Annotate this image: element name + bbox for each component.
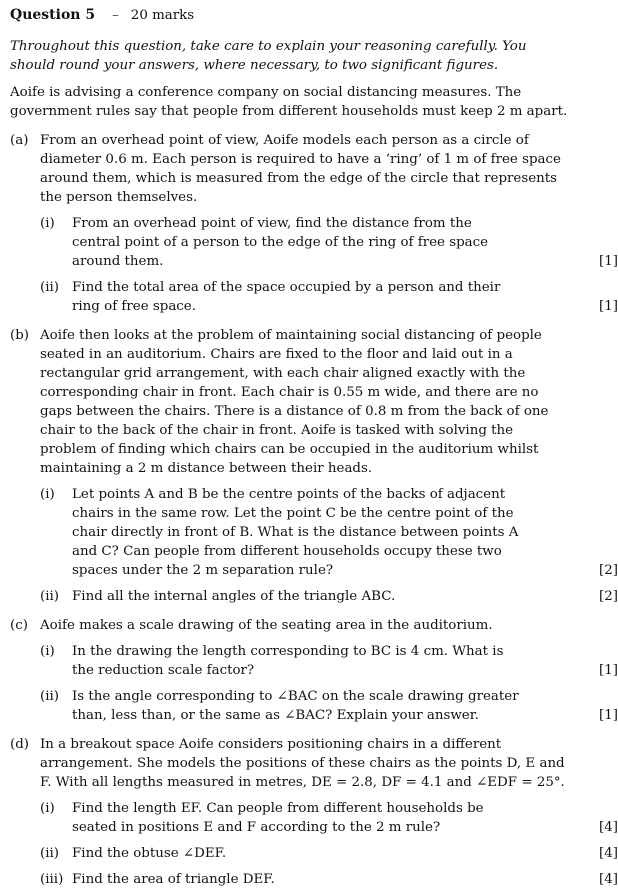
question-part [10,131,618,316]
question-context: Aoife is advising a conference company on social distancing measures. The government rules say that people from different households must keep 2 m apart. [10,85,568,119]
part-label: (d) [10,737,30,752]
part-text: In a breakout space Aoife considers positioning chairs in a different arrangement. She models the positions of these chairs as the points D, E and F. With all lengths measured in metres, DE = 2.8, DF = 4.1 and ∠EDF = 25°. [40,737,565,790]
total-marks: 20 marks [130,8,195,23]
part-text: Aoife then looks at the problem of maintaining social distancing of people seated in an auditorium. Chairs are fixed to the floor and laid out in a rectangular grid arrangement, with each chair aligned exactly with the corresponding chair in front. Each chair is 0.55 m wide, and there are no gaps between the chairs. There is a distance of 0.8 m from the back of one chair to the back of the chair in front. Aoife is tasked with solving the problem of finding which chairs can be occupied in the auditorium whilst maintaining a 2 m distance between their heads. [40,328,549,476]
subquestion-text: In the drawing the length corresponding to BC is 4 cm. What is the reduction scale factor? [72,644,504,678]
subquestion [40,870,618,889]
marks-badge: [4] [599,820,618,835]
subquestion-text: Find all the internal angles of the triangle ABC. [72,589,396,604]
subquestion-label: (ii) [40,589,60,604]
part-body [40,616,618,725]
marks-badge: [1] [599,299,618,314]
marks-badge: [1] [599,708,618,723]
question-title: Question 5 [10,7,96,23]
question-part [10,326,618,606]
part-label: (c) [10,618,28,633]
part-body [40,735,618,889]
question-instructions: Throughout this question, take care to explain your reasoning carefully. You should round your answers, where necessary, to two significant figures. [10,39,527,73]
subquestion [40,642,618,680]
marks-badge: [1] [599,254,618,269]
subquestion [40,799,618,837]
subquestion-label: (iii) [40,872,64,887]
marks-badge: [4] [599,846,618,861]
part-label: (b) [10,328,30,343]
question-header [10,6,570,26]
part-text: Aoife makes a scale drawing of the seating area in the auditorium. [40,618,493,633]
marks-badge: [1] [599,663,618,678]
part-text: From an overhead point of view, Aoife models each person as a circle of diameter 0.6 m. Each person is required to have a ‘ring’ of 1 m of free space around them, which is measured from the edge of the circle that represents the person themselves. [40,133,561,205]
question-parts [10,131,618,889]
subquestion [40,214,618,271]
header-separator: – [112,8,119,23]
subquestion-text: Find the area of triangle DEF. [72,872,275,887]
part-body [40,131,618,316]
subquestion-text: Find the obtuse ∠DEF. [72,846,227,861]
subquestion-text: Is the angle corresponding to ∠BAC on the scale drawing greater than, less than, or the same as ∠BAC? Explain your answer. [72,689,519,723]
question-part [10,735,618,889]
marks-badge: [4] [599,872,618,887]
part-body [40,326,618,606]
subquestion [40,278,618,316]
subquestion [40,485,618,580]
subquestion [40,587,618,606]
subquestion-label: (ii) [40,280,60,295]
subquestion-label: (i) [40,216,55,231]
subquestion-text: Let points A and B be the centre points of the backs of adjacent chairs in the same row. Let the point C be the centre point of the chair directly in front of B. What is the distance between points A and C? Can people from different households occupy these two spaces under the 2 m separation rule? [72,487,519,578]
question-part [10,616,618,725]
subquestion-label: (i) [40,644,55,659]
subquestion-text: Find the length EF. Can people from different households be seated in positions E and F according to the 2 m rule? [72,801,484,835]
subquestion [40,687,618,725]
marks-badge: [2] [599,563,618,578]
marks-badge: [2] [599,589,618,604]
subquestion-label: (ii) [40,689,60,704]
subquestion-text: From an overhead point of view, find the distance from the central point of a person to the edge of the ring of free space around them. [72,216,489,269]
subquestion-text: Find the total area of the space occupied by a person and their ring of free space. [72,280,501,314]
subquestion-label: (i) [40,801,55,816]
question-page [10,6,618,889]
subquestion-label: (i) [40,487,55,502]
subquestion [40,844,618,863]
part-label: (a) [10,133,29,148]
subquestion-label: (ii) [40,846,60,861]
